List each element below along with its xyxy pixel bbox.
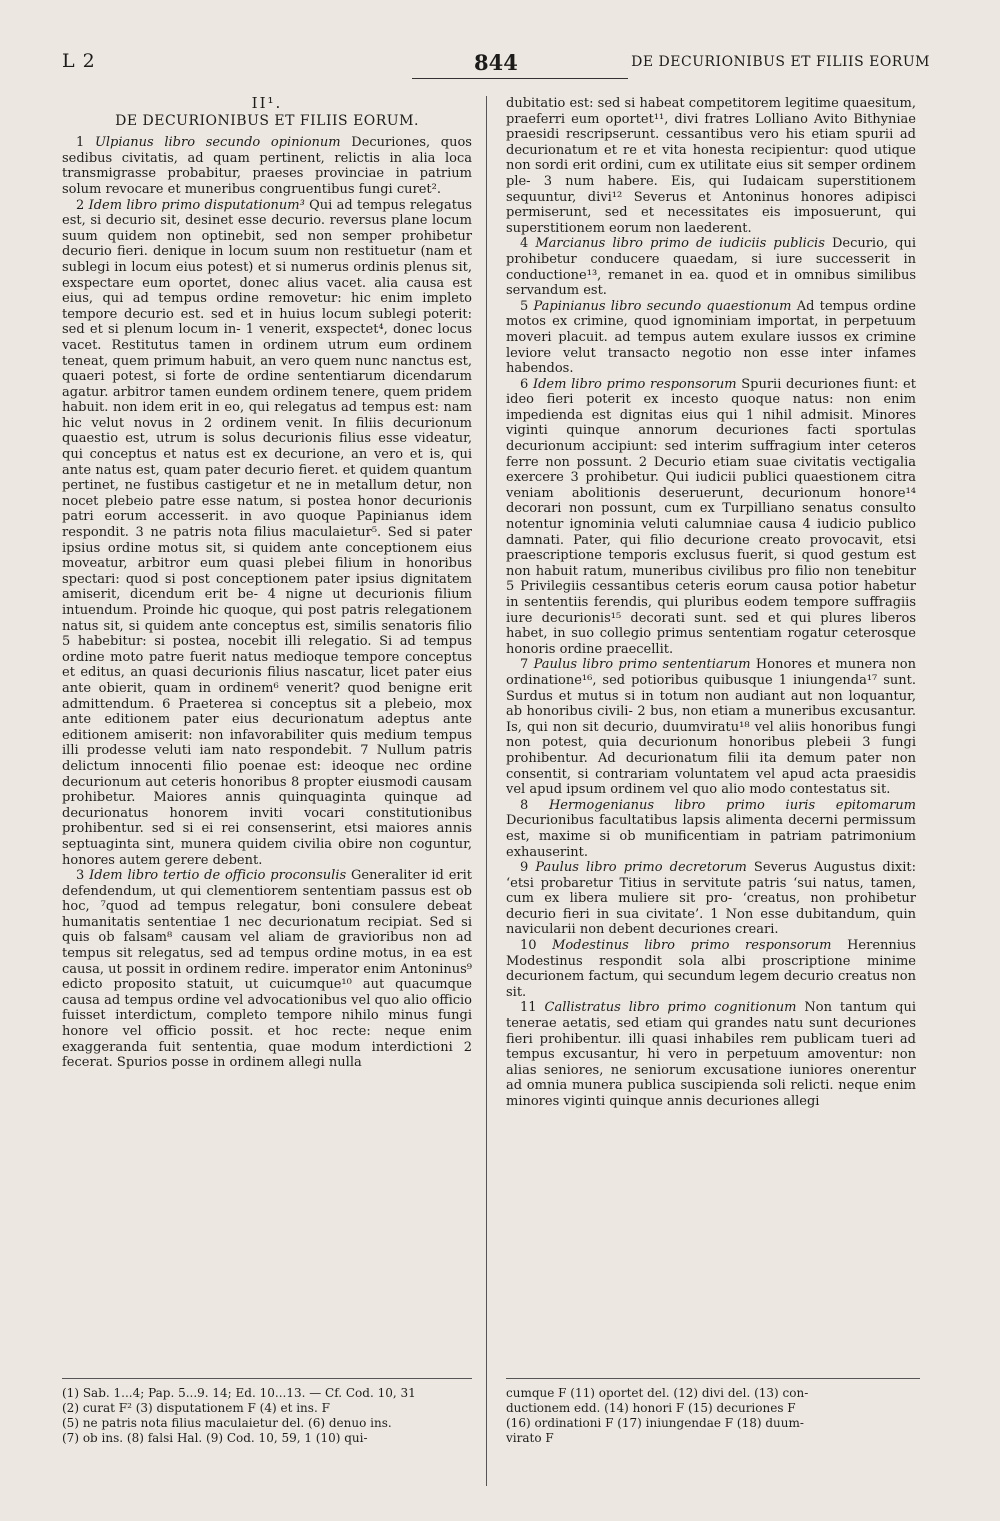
lex-number: 1 [76,135,85,151]
footnotes-left [62,1386,477,1446]
lex-inscription: Idem libro primo responsorum [532,376,737,392]
lex-inscription: Modestinus libro primo responsorum [552,938,832,954]
right-column [506,96,916,1371]
lex-number: 2 [76,197,85,213]
lex-text: Severus Augustus dixit: ‘etsi probaretur Titius in servitute patris ‘sui natus, tamen, cum ex libera muliere sit pro- ‘creatus, non prohibetur decurio fieri in sua civitate’. 1 Non esse dubitandum, quin navicularii non debent decuriones creari. [506,860,916,938]
footnote-line: (5) ne patris nota filius maculaietur del. (6) denuo ins. [62,1416,392,1430]
lex-text: Generaliter id erit defendendum, ut qui clementiorem sententiam passus est ob hoc, ⁷quod ad tempus relegatur, boni consulere debeat humanitatis sententiae 1 nec decurionatum recipiat. Sed si quis ob falsam⁸ causam vel aliam de gravioribus non ad tempus sit relegatus, sed ad tempus ordine motus, in ea est causa, ut possit in ordinem redire. imperator enim Antoninus⁹ edicto proposito statuit, ut cuicumque¹⁰ aut quacumque causa ad tempus ordine vel advocationibus vel quo alio officio fuisset interdictum, completo tempore nihilo minus fungi honore vel officio possit. et hoc recte: neque enim exaggeranda fuit sententia, quae modum interdictioni 2 fecerat. Spurios posse in ordinem allegi nulla [62,868,472,1071]
lex-number: 3 [76,868,85,884]
lex-text: Ad tempus ordine motos ex crimine, quod ignominiam importat, in perpetuum moveri placuit. ad tempus autem exulare iussos ex crimine leviore velut transacto negotio non esse inter infames habendos. [506,298,916,377]
lex-inscription: Idem libro tertio de officio proconsulis [89,868,347,884]
lex-paragraph [62,135,472,197]
lex-number: 5 [520,298,529,314]
footnote-line: (2) curat F² (3) disputationem F (4) et ins. F [62,1401,330,1415]
lex-paragraph [62,198,472,869]
lex-text: Qui ad tempus relegatus est, si decurio sit, desinet esse decurio. reversus plane locum suum quidem non optinebit, sed non semper prohibetur decurio fieri. denique in locum suum non restituetur (nam et sublegi in locum eius potest) et si numerus ordinis plenus sit, exspectare eum oportet, donec alius vacet. alia causa est eius, qui ad tempus ordine removetur: hic enim impleto tempore decurio est. sed et in huius locum sublegi poterit: sed et si plenum locum in- 1 venerit, exspectet⁴, donec locus vacet. Restitutus tamen in ordinem utrum eum ordinem teneat, quem primum habuit, an vero quem nunc nanctus est, quaeri potest, si forte de ordine sententiarum dicendarum agatur. arbitror tamen eundem ordinem tenere, quem pridem habuit. non idem erit in eo, qui relegatus ad tempus est: nam hic velut novus in 2 ordinem venit. In filiis decurionum quaestio est, utrum is solus decurionis filius esse videatur, qui conceptus et natus est ex decurione, an vero et is, qui ante natus est, quam pater decurio fieret. et quidem quantum pertinet, ne fustibus castigetur et ne in metallum detur, non nocet plebeio patre esse natum, si postea honor decurionis patri eorum accesserit. in avo quoque Papinianus idem respondit. 3 ne patris nota filius maculaietur⁵. Sed si pater ipsius ordine motus sit, si quidem ante conceptionem eius moveatur, arbitror eum quasi plebei filium in honoribus spectari: quod si post conceptionem pater ipsius dignitatem amiserit, dicendum erit be- 4 nigne ut decurionis filium intuendum. Proinde hic quoque, qui post patris relegationem natus sit, si quidem ante conceptus est, similis senatoris filio 5 habebitur: si postea, nocebit illi relegatio. Si ad tempus ordine moto patre fuerit natus medioque tempore conceptus et editus, an quasi decurionis filius nascatur, licet pater eius ante obierit, quam in ordinem⁶ venerit? quod benigne erit admittendum. 6 Praeterea si conceptus sit a plebeio, mox ante editionem pater eius decurionatum adeptus ante editionem amiserit: non infavorabiliter quis medium tempus illi prodesse veluti iam nato respondebit. 7 Nullum patris delictum innocenti filio poenae est: ideoque nec ordine decurionum aut ceteris honoribus 8 propter eiusmodi causam prohibetur. Maiores annis quinquaginta quinque ad decurionatus honorem inviti vocari constitutionibus prohibentur. sed si ei rei consenserint, etsi maiores annis septuaginta sint, munera quidem civilia obire non coguntur, honores autem gerere debent. [62,197,472,868]
signature-mark: L 2 [62,50,96,72]
lex-inscription: Ulpianus libro secundo opinionum [94,135,341,151]
section-number: II¹. [251,96,283,112]
lex-continuation: dubitatio est: sed si habeat competitorem legitime quaesitum, praeferri eum oportet¹¹, divi fratres Lolliano Avito Bithyniae praesidi rescripserunt. cessantibus vero his etiam spurii ad decurionatum et re et vita honesta recipientur: quod utique non sordi erit ordini, cum ex utilitate eius sit semper ordinem ple- 3 num habere. Eis, qui Iudaicam superstitionem sequuntur, divi¹² Severus et Antoninus honores adipisci permiserunt, sed et necessitates eis imposuerunt, qui superstitionem eorum non laederent. [506,96,916,236]
running-header [62,50,930,80]
lex-paragraph [506,798,916,860]
lex-paragraph [506,299,916,377]
lex-paragraph [506,860,916,938]
lex-paragraph [506,377,916,658]
lex-text: Herennius Modestinus respondit sola albi proscriptione minime decurionem factum, qui secundum legem decurio creatus non sit. [506,938,916,1000]
section-title: DE DECURIONIBUS ET FILIIS EORUM. [115,112,419,129]
lex-paragraph [62,868,472,1071]
footnote-line: (7) ob ins. (8) falsi Hal. (9) Cod. 10, 59, 1 (10) qui- [62,1431,368,1445]
footnote-line: cumque F (11) oportet del. (12) divi del. (13) con- [506,1386,809,1400]
lex-text: Non tantum qui tenerae aetatis, sed etiam qui grandes natu sunt decuriones fieri prohibentur. illi quasi inhabiles rem publicam tueri ad tempus excusantur, hi vero in perpetuum amoventur: non alias seniores, ne seniorum excusatione iuniores onerentur ad omnia munera publica suscipienda soli relicti. neque enim minores viginti quinque annis decuriones allegi [506,1000,916,1109]
page-number: 844 [474,50,518,75]
lex-paragraph [506,236,916,298]
lex-inscription: Callistratus libro primo cognitionum [544,1000,797,1016]
column-divider [486,96,487,1486]
lex-number: 8 [520,797,529,813]
running-title: DE DECURIONIBUS ET FILIIS EORUM [631,54,930,70]
footnote-line: (16) ordinationi F (17) iniungendae F (18) duum- [506,1416,804,1430]
lex-text: Honores et munera non ordinatione¹⁶, sed potioribus quibusque 1 iniungenda¹⁷ sunt. Surdus et mutus si in totum non audiant aut non loquantur, ab honoribus civili- 2 bus, non etiam a muneribus excusantur. Is, qui non sit decurio, duumviratu¹⁸ vel aliis honoribus fungi non potest, quia decurionum honoribus plebeii 3 fungi prohibentur. Ad decurionatum filii ita demum pater non consentit, si contrariam voluntatem vel apud acta praesidis vel apud ipsum ordinem vel quo alio modo contestatus sit. [506,657,916,798]
lex-inscription: Paulus libro primo decretorum [535,860,747,876]
footnote-line: ductionem edd. (14) honori F (15) decuriones F [506,1401,796,1415]
footnotes-right [506,1386,920,1446]
lex-number: 10 [520,938,537,954]
lex-paragraph [506,1000,916,1109]
lex-number: 6 [520,376,529,392]
lex-paragraph [506,657,916,797]
lex-inscription: Marcianus libro primo de iudiciis publicis [535,236,825,252]
lex-text: Decurio, qui prohibetur conducere quaedam, si iure successerit in conductione¹³, remanet in ea. quod et in omnibus similibus servandum est. [506,236,916,299]
header-rule [412,78,628,79]
lex-number: 7 [520,657,529,673]
lex-number: 11 [520,1000,537,1016]
lex-text: Spurii decuriones fiunt: et ideo fieri poterit ex incesto quoque natus: non enim impedienda est dignitas eius qui 1 nihil admisit. Minores viginti quinque annorum decuriones facti sportulas decurionum accipiunt: sed interim suffragium inter ceteros ferre non possunt. 2 Decurio etiam suae civitatis vectigalia exercere 3 prohibetur. Qui iudicii publici quaestionem citra veniam abolitionis deseruerunt, decurionum honore¹⁴ decorari non possunt, cum ex Turpilliano senatus consulto notentur ignominia veluti calumniae causa 4 iudicio publico damnati. Pater, qui filio decurione creato provocavit, etsi praescriptione temporis exclusus fuerit, si quod gestum est non habuit ratum, muneribus civilibus pro filio non tenebitur 5 Privilegiis cessantibus ceteris eorum causa potior habetur in sententiis ferendis, qui pluribus eodem tempore suffragiis iure decurionis¹⁵ decorati sunt. sed et qui plures liberos habet, in suo collegio primus sententiam rogatur ceterosque honoris ordine praecellit. [506,376,916,657]
footnote-line: (1) Sab. 1...4; Pap. 5...9. 14; Ed. 10...13. — Cf. Cod. 10, 31 [62,1386,416,1400]
lex-inscription: Hermogenianus libro primo iuris epitomarum [548,797,916,813]
left-column [62,96,472,1371]
lex-paragraph [506,938,916,1000]
footnote-line: virato F [506,1431,554,1445]
lex-inscription: Papinianus libro secundo quaestionum [533,298,792,314]
lex-text: Decurionibus facultatibus lapsis alimenta decerni permissum est, maxime si ob munificentiam in patriam patrimonium exhauserint. [506,813,916,860]
lex-number: 9 [520,860,529,876]
lex-inscription: Idem libro primo disputationum³ [88,197,305,213]
lex-inscription: Paulus libro primo sententiarum [533,657,751,673]
lex-number: 4 [520,236,529,252]
lex-text: Decuriones, quos sedibus civitatis, ad quam pertinent, relictis in alia loca transmigrasse probabitur, praeses provinciae in patrium solum revocare et muneribus congruentibus fungi curet². [62,135,472,197]
footnote-rule [506,1378,920,1379]
footnote-rule [62,1378,472,1379]
